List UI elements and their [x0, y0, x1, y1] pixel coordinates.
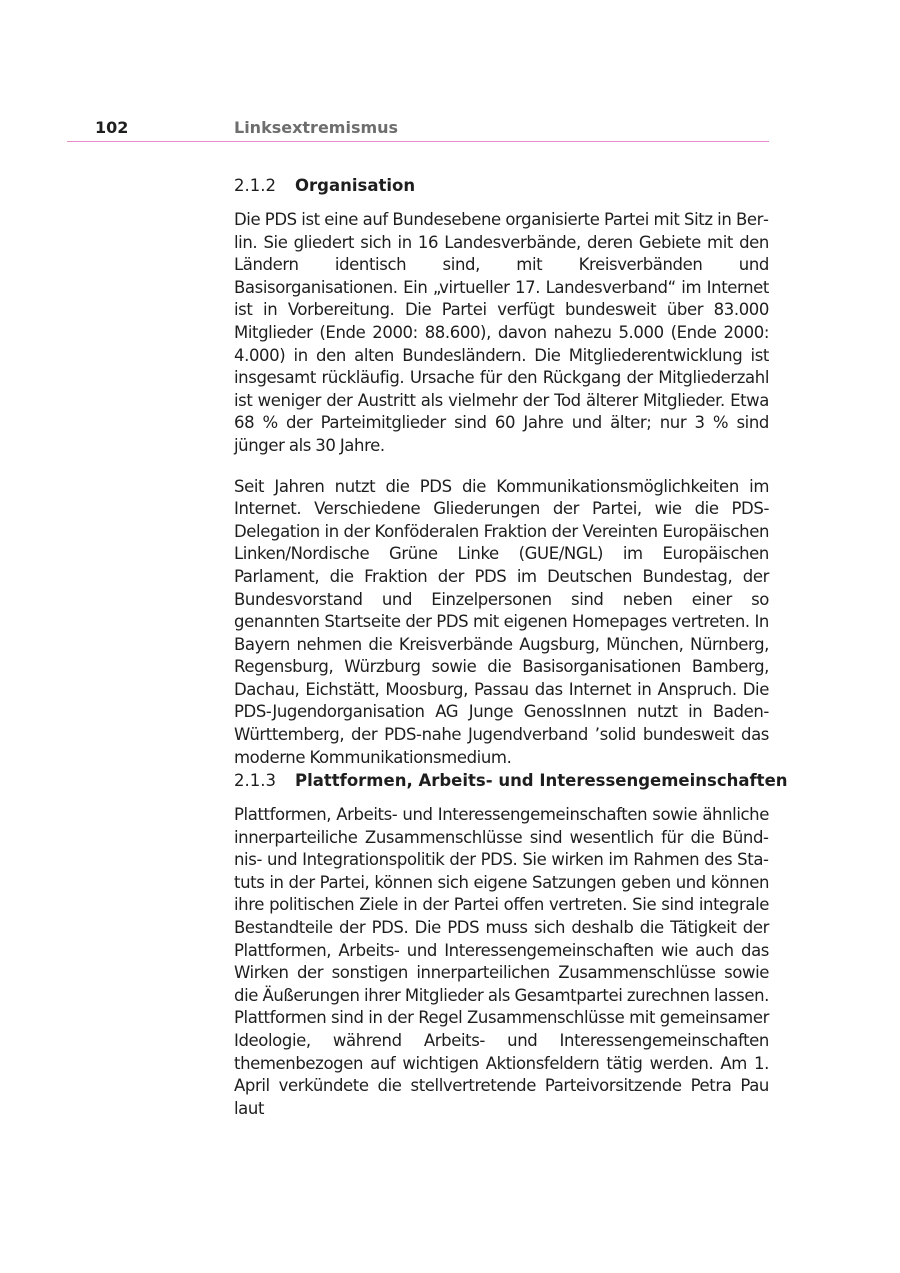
- page-number: 102: [95, 118, 129, 137]
- section-organisation: [234, 175, 769, 769]
- paragraph: Seit Jahren nutzt die PDS die Kommunikationsmöglichkeiten im Internet. Verschiedene Gliederungen der Partei, wie die PDS-Delegation in der Konföderalen Fraktion der Vereinten Europäischen Linken/Nordische Grüne Linke (GUE/NGL) im Europäischen Parlament, die Fraktion der PDS im Deutschen Bundestag, der Bundesvorstand und Einzelpersonen sind neben einer so genannten Startseite der PDS mit eigenen Homepages vertreten. In Bayern nehmen die Kreisverbände Augsburg, München, Nürnberg, Regensburg, Würzburg sowie die Basisorganisationen Bamberg, Dachau, Eichstätt, Moosburg, Passau das Internet in Anspruch. Die PDS-Jugendorganisation AG Junge GenossInnen nutzt in Baden-Württemberg, der PDS-nahe Jugendverband ’solid bundesweit das moderne Kommunikationsmedium.: [234, 476, 769, 767]
- section-title: Organisation: [295, 176, 416, 195]
- section-number: 2.1.3: [234, 771, 276, 790]
- paragraph: Plattformen, Arbeits- und Interessengemeinschaften sowie ähnliche innerparteiliche Zusammenschlüsse sind wesentlich für die Bündnis- und Integrationspolitik der PDS. Sie wirken im Rahmen des Statuts in der Partei, können sich eigene Satzungen geben und können ihre politischen Ziele in der Partei offen vertreten. Sie sind integrale Bestandteile der PDS. Die PDS muss sich deshalb die Tätigkeit der Plattformen, Arbeits- und Interessengemeinschaften wie auch das Wirken der sonstigen innerparteilichen Zusammenschlüsse sowie die Äußerungen ihrer Mitglieder als Gesamtpartei zurechnen lassen. Plattformen sind in der Regel Zusammenschlüsse mit gemeinsamer Ideologie, während Arbeits- und Interessengemeinschaften themenbezogen auf wichtigen Aktionsfeldern tätig werden. Am 1. April verkündete die stellvertretende Parteivorsitzende Petra Pau laut: [234, 805, 769, 1118]
- section-title: Plattformen, Arbeits- und Interessengemeinschaften: [295, 771, 788, 790]
- header-rule: [67, 141, 769, 142]
- section-heading: [234, 770, 788, 792]
- paragraph: Die PDS ist eine auf Bundesebene organisierte Partei mit Sitz in Berlin. Sie gliedert sich in 16 Landesverbände, deren Gebiete mit den Ländern identisch sind, mit Kreisverbänden und Basisorganisationen. Ein „virtueller 17. Landesverband“ im Internet ist in Vorbereitung. Die Partei verfügt bundesweit über 83.000 Mitglieder (Ende 2000: 88.600), davon nahezu 5.000 (Ende 2000: 4.000) in den alten Bundesländern. Die Mitgliederentwicklung ist insgesamt rückläufig. Ursache für den Rückgang der Mitgliederzahl ist weniger der Austritt als vielmehr der Tod älterer Mitglieder. Etwa 68 % der Parteimitglieder sind 60 Jahre und älter; nur 3 % sind jünger als 30 Jahre.: [234, 210, 769, 455]
- section-plattformen: [234, 770, 788, 1120]
- section-heading: [234, 175, 769, 197]
- running-title: Linksextremismus: [234, 118, 399, 137]
- section-number: 2.1.2: [234, 176, 276, 195]
